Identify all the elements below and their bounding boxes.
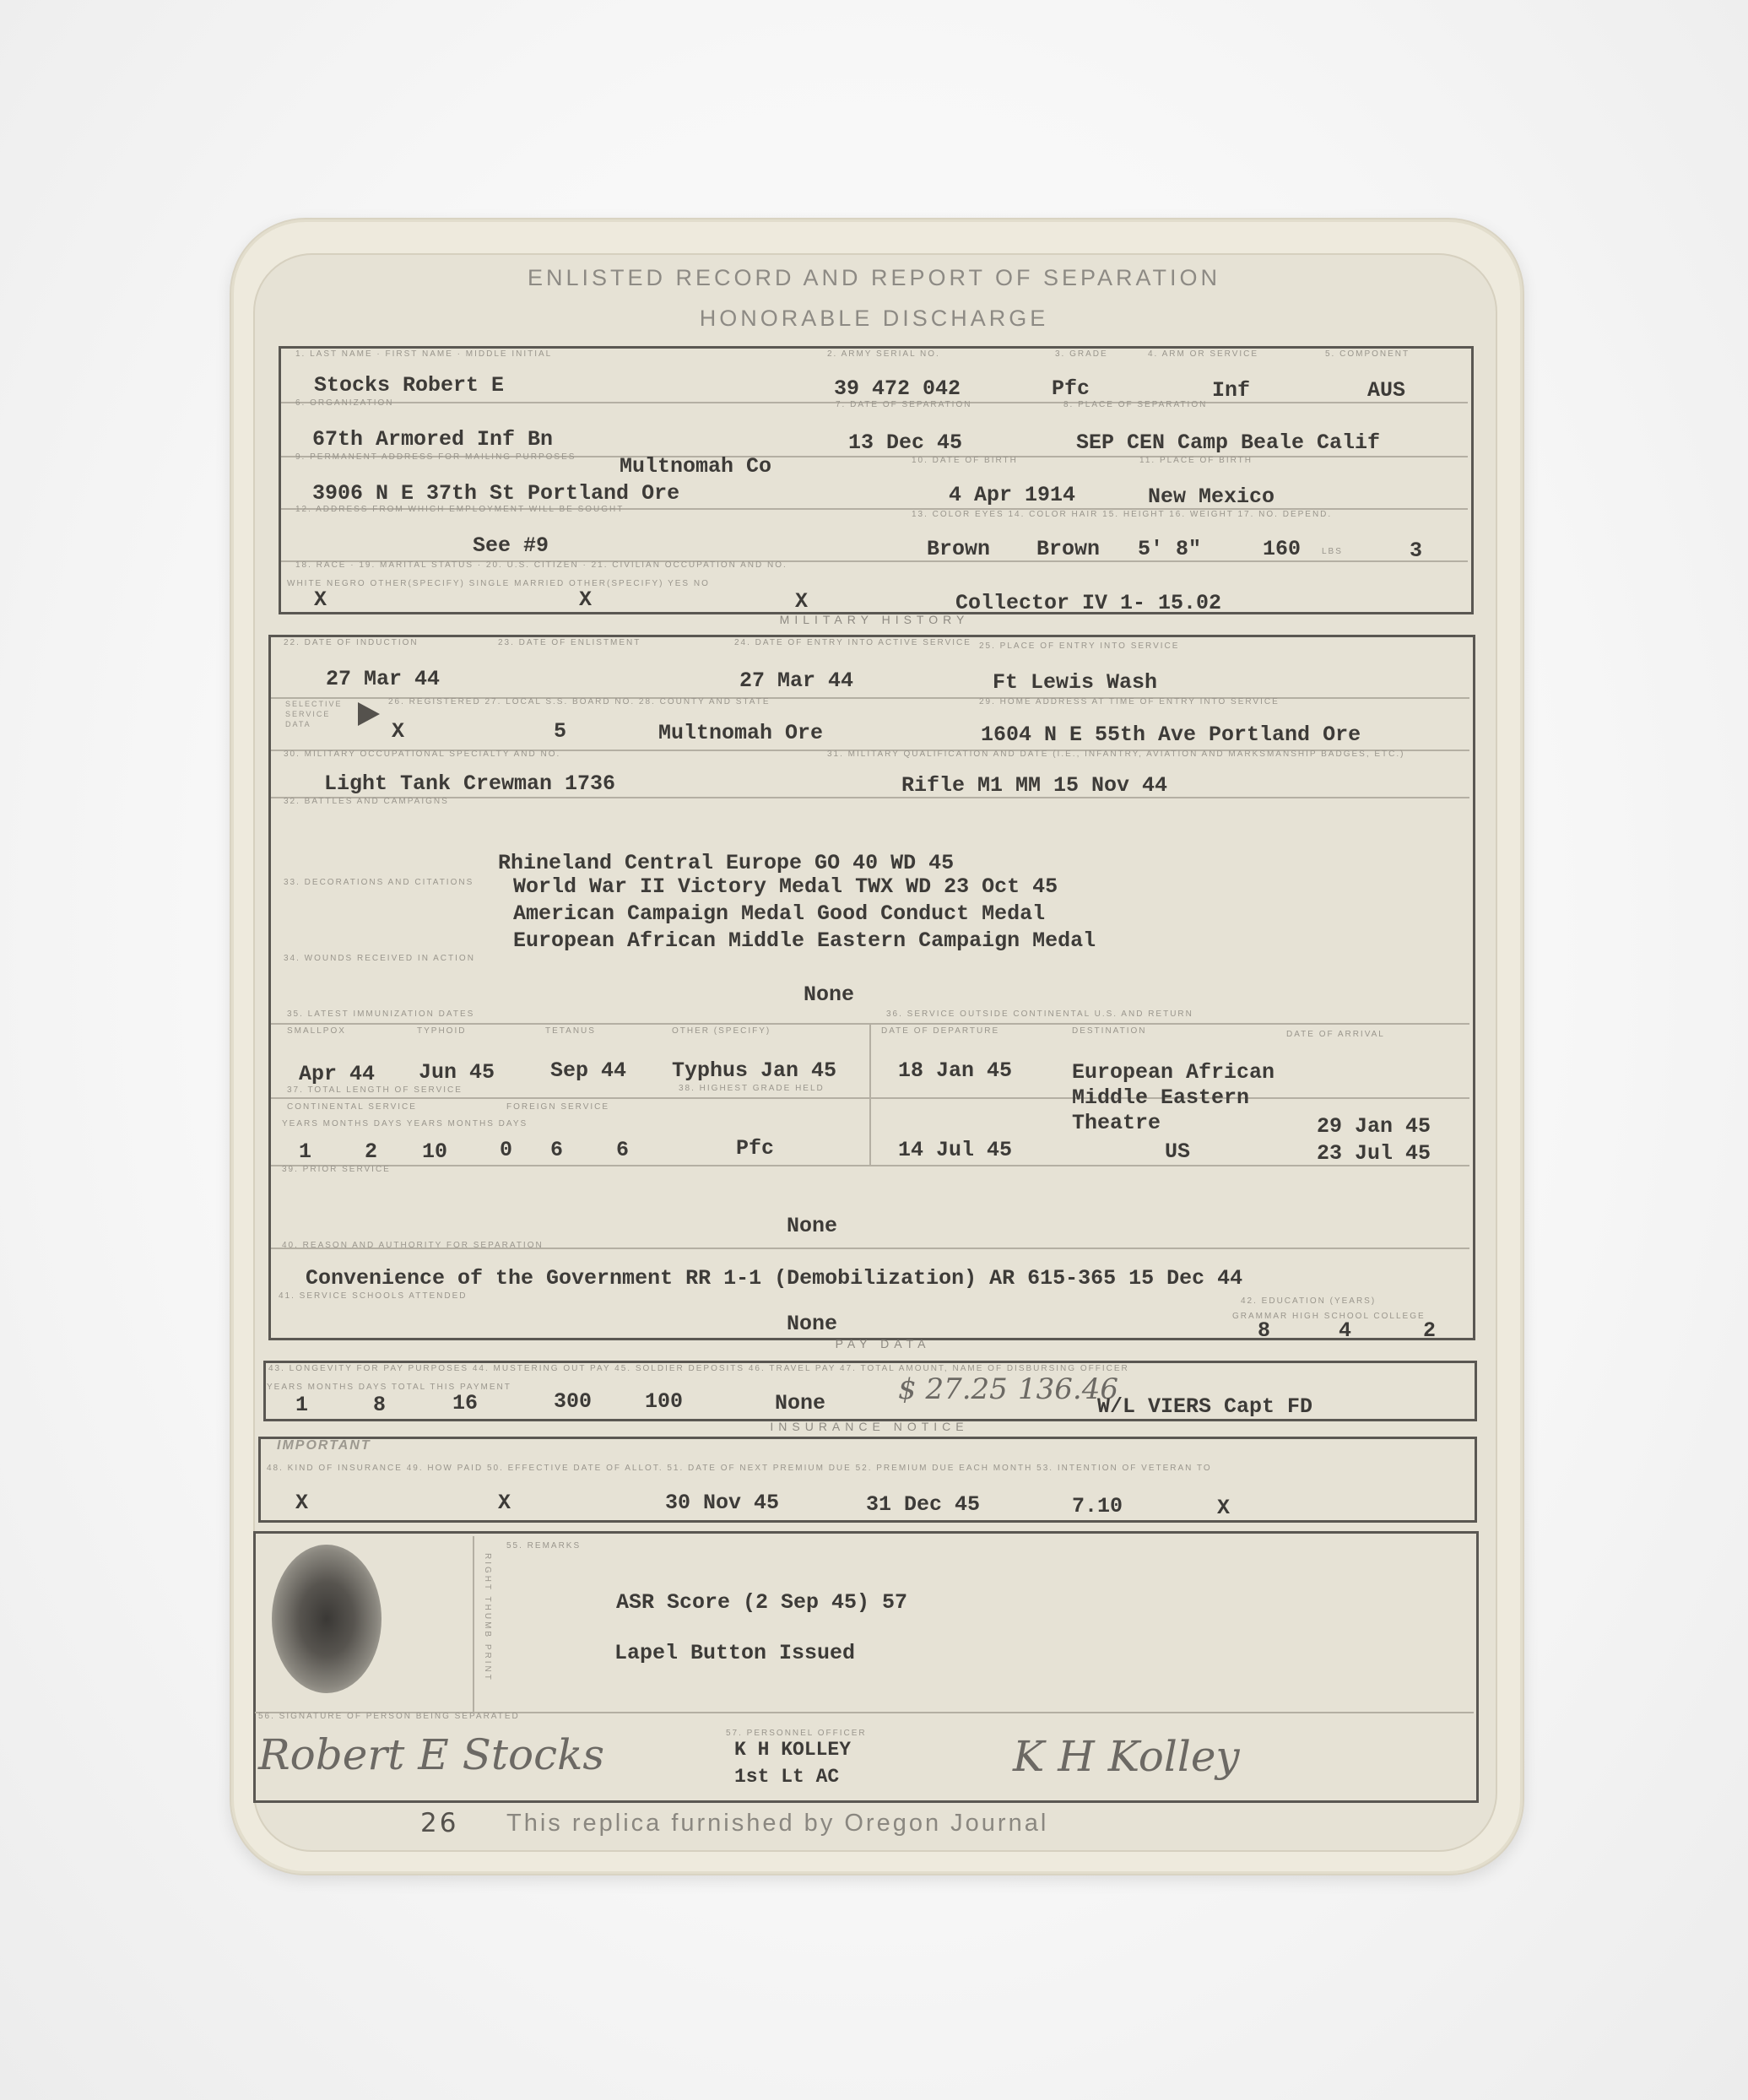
field-label: 37. TOTAL LENGTH OF SERVICE bbox=[287, 1085, 463, 1095]
field-label: OTHER (SPECIFY) bbox=[672, 1026, 771, 1036]
x-citizen: X bbox=[795, 589, 809, 614]
field-label: DATE OF ARRIVAL bbox=[1286, 1030, 1385, 1039]
field-label: 56. SIGNATURE OF PERSON BEING SEPARATED bbox=[258, 1712, 520, 1721]
qualification-value: Rifle M1 MM 15 Nov 44 bbox=[901, 773, 1168, 798]
field-label: 26. REGISTERED 27. LOCAL S.S. BOARD NO. 28. COUNTY AND STATE bbox=[388, 697, 771, 706]
field-label: 2. ARMY SERIAL NO. bbox=[827, 349, 940, 359]
wounds-value: None bbox=[804, 982, 855, 1007]
birth-place-value: New Mexico bbox=[1148, 484, 1275, 509]
employment-address-value: See #9 bbox=[473, 533, 549, 558]
field-label: 7. DATE OF SEPARATION bbox=[836, 400, 972, 409]
induction-date-value: 27 Mar 44 bbox=[326, 667, 441, 691]
field-label: 41. SERVICE SCHOOLS ATTENDED bbox=[279, 1291, 468, 1301]
field-label: 35. LATEST IMMUNIZATION DATES bbox=[287, 1009, 475, 1019]
effective-date-value: 30 Nov 45 bbox=[665, 1491, 780, 1515]
field-label: 43. LONGEVITY FOR PAY PURPOSES 44. MUSTERING OUT PAY 45. SOLDIER DEPOSITS 46. TRAVEL PAY 47. TOTAL AMOUNT, NAME OF DISBURSING OFFICER bbox=[268, 1364, 1129, 1373]
field-label: WHITE NEGRO OTHER(SPECIFY) SINGLE MARRIED OTHER(SPECIFY) YES NO bbox=[287, 579, 710, 588]
thumbprint-image bbox=[272, 1545, 382, 1693]
education-high-value: 4 bbox=[1339, 1318, 1352, 1343]
column-divider bbox=[869, 1023, 871, 1166]
field-label: DESTINATION bbox=[1072, 1026, 1147, 1036]
field-label: 10. DATE OF BIRTH bbox=[912, 456, 1018, 465]
field-label: CONTINENTAL SERVICE bbox=[287, 1102, 417, 1112]
soldier-deposits-value: None bbox=[775, 1391, 826, 1415]
foreign-days-value: 6 bbox=[616, 1138, 630, 1162]
this-payment-value: 100 bbox=[645, 1389, 684, 1414]
local-board-value: 5 bbox=[554, 719, 567, 744]
field-label: 39. PRIOR SERVICE bbox=[282, 1165, 391, 1174]
field-label: 36. SERVICE OUTSIDE CONTINENTAL U.S. AND RETURN bbox=[886, 1009, 1193, 1019]
arrow-right-icon bbox=[358, 702, 380, 726]
decoration-line: World War II Victory Medal TWX WD 23 Oct 45 bbox=[513, 874, 1058, 899]
field-label: 12. ADDRESS FROM WHICH EMPLOYMENT WILL BE SOUGHT bbox=[295, 505, 625, 514]
field-label: 42. EDUCATION (YEARS) bbox=[1241, 1296, 1377, 1306]
hair-value: Brown bbox=[1036, 537, 1101, 561]
asr-score-value: ASR Score (2 Sep 45) 57 bbox=[616, 1590, 908, 1615]
field-label: YEARS MONTHS DAYS YEARS MONTHS DAYS bbox=[282, 1119, 528, 1128]
field-label: 25. PLACE OF ENTRY INTO SERVICE bbox=[979, 641, 1180, 651]
eyes-value: Brown bbox=[927, 537, 991, 561]
other-immunization-value: Typhus Jan 45 bbox=[672, 1058, 837, 1083]
education-grammar-value: 8 bbox=[1258, 1318, 1271, 1343]
separation-reason-value: Convenience of the Government RR 1-1 (Demobilization) AR 615-365 15 Dec 44 bbox=[306, 1266, 1243, 1291]
birth-date-value: 4 Apr 1914 bbox=[949, 483, 1076, 507]
longevity-years-value: 1 bbox=[295, 1393, 309, 1417]
field-label: 3. GRADE bbox=[1055, 349, 1108, 359]
field-label: 48. KIND OF INSURANCE 49. HOW PAID 50. EFFECTIVE DATE OF ALLOT. 51. DATE OF NEXT PREMIUM DUE 52. PREMIUM DUE EACH MONTH 53. INTENTION OF VETERAN TO bbox=[267, 1464, 1212, 1473]
replica-number: 26 bbox=[420, 1808, 459, 1838]
field-label: 31. MILITARY QUALIFICATION AND DATE (I.E., INFANTRY, AVIATION AND MARKSMANSHIP BADGES, ETC.) bbox=[827, 750, 1405, 759]
field-label: GRAMMAR HIGH SCHOOL COLLEGE bbox=[1232, 1312, 1426, 1321]
arrival-2-value: 23 Jul 45 bbox=[1317, 1141, 1431, 1166]
insurance-notice-heading: INSURANCE NOTICE bbox=[770, 1420, 969, 1433]
selective-service-x: X bbox=[392, 719, 405, 744]
field-label: 29. HOME ADDRESS AT TIME OF ENTRY INTO SERVICE bbox=[979, 697, 1280, 706]
field-label: 13. COLOR EYES 14. COLOR HAIR 15. HEIGHT 16. WEIGHT 17. NO. DEPEND. bbox=[912, 510, 1333, 519]
arrival-1-value: 29 Jan 45 bbox=[1317, 1114, 1431, 1139]
address-value: 3906 N E 37th St Portland Ore bbox=[312, 481, 680, 506]
county-state-value: Multnomah Ore bbox=[658, 721, 824, 745]
field-label: 30. MILITARY OCCUPATIONAL SPECIALTY AND NO. bbox=[284, 750, 561, 759]
field-label: 55. REMARKS bbox=[506, 1541, 582, 1551]
field-label: 9. PERMANENT ADDRESS FOR MAILING PURPOSES bbox=[295, 452, 576, 462]
x-white: X bbox=[314, 587, 327, 612]
highest-grade-value: Pfc bbox=[736, 1136, 775, 1161]
field-label: 38. HIGHEST GRADE HELD bbox=[679, 1084, 825, 1093]
document-title: ENLISTED RECORD AND REPORT OF SEPARATION bbox=[527, 265, 1221, 290]
insurance-kind-x: X bbox=[295, 1491, 309, 1515]
field-label: 18. RACE · 19. MARITAL STATUS · 20. U.S. CITIZEN · 21. CIVILIAN OCCUPATION AND NO. bbox=[295, 560, 787, 570]
lapel-button-value: Lapel Button Issued bbox=[614, 1641, 856, 1665]
organization-value: 67th Armored Inf Bn bbox=[312, 427, 554, 452]
education-college-value: 2 bbox=[1423, 1318, 1437, 1343]
specialty-value: Light Tank Crewman 1736 bbox=[324, 771, 616, 796]
component-value: AUS bbox=[1367, 378, 1406, 403]
travel-pay-value: $ 27.25 bbox=[898, 1372, 1008, 1406]
field-label: 24. DATE OF ENTRY INTO ACTIVE SERVICE bbox=[734, 638, 971, 647]
officer-name-value: K H KOLLEY bbox=[734, 1739, 852, 1761]
field-label: FOREIGN SERVICE bbox=[506, 1102, 610, 1112]
arm-value: Inf bbox=[1212, 378, 1251, 403]
field-label: 4. ARM OR SERVICE bbox=[1148, 349, 1259, 359]
important-label: IMPORTANT bbox=[277, 1438, 371, 1453]
total-amount-value: 136.46 bbox=[1018, 1372, 1118, 1406]
field-label: SMALLPOX bbox=[287, 1026, 346, 1036]
service-years-value: 1 bbox=[299, 1139, 312, 1164]
longevity-months-value: 8 bbox=[373, 1393, 387, 1417]
field-label: 5. COMPONENT bbox=[1325, 349, 1410, 359]
field-label: 34. WOUNDS RECEIVED IN ACTION bbox=[284, 954, 475, 963]
entry-place-value: Ft Lewis Wash bbox=[993, 670, 1158, 695]
battles-value: Rhineland Central Europe GO 40 WD 45 bbox=[498, 851, 955, 875]
destination-1-line: European African bbox=[1072, 1060, 1275, 1085]
thumbprint-label: RIGHT THUMB PRINT bbox=[483, 1553, 492, 1682]
pay-data-heading: PAY DATA bbox=[835, 1337, 931, 1350]
occupation-value: Collector IV 1- 15.02 bbox=[955, 591, 1222, 615]
longevity-days-value: 16 bbox=[452, 1391, 479, 1415]
entry-date-value: 27 Mar 44 bbox=[739, 668, 854, 693]
officer-signature: K H Kolley bbox=[1013, 1732, 1240, 1781]
replica-note: This replica furnished by Oregon Journal bbox=[506, 1810, 1049, 1837]
decoration-line: European African Middle Eastern Campaign Medal bbox=[513, 928, 1096, 953]
x-single: X bbox=[579, 587, 593, 612]
county-value: Multnomah Co bbox=[620, 454, 772, 479]
field-label: 33. DECORATIONS AND CITATIONS bbox=[284, 878, 474, 887]
field-label: YEARS MONTHS DAYS TOTAL THIS PAYMENT bbox=[267, 1383, 511, 1392]
continue-x: X bbox=[1217, 1496, 1231, 1520]
mustering-total-value: 300 bbox=[554, 1389, 593, 1414]
height-value: 5' 8" bbox=[1138, 537, 1202, 561]
how-paid-x: X bbox=[498, 1491, 511, 1515]
separation-place-value: SEP CEN Camp Beale Calif bbox=[1076, 430, 1381, 455]
field-label: TETANUS bbox=[545, 1026, 596, 1036]
home-address-value: 1604 N E 55th Ave Portland Ore bbox=[981, 723, 1361, 747]
typhoid-value: Jun 45 bbox=[419, 1060, 495, 1085]
field-label: 6. ORGANIZATION bbox=[295, 398, 394, 408]
name-value: Stocks Robert E bbox=[314, 373, 505, 398]
decoration-line: American Campaign Medal Good Conduct Medal bbox=[513, 901, 1046, 926]
field-label: 23. DATE OF ENLISTMENT bbox=[498, 638, 641, 647]
dependents-value: 3 bbox=[1410, 539, 1423, 563]
column-divider bbox=[473, 1536, 474, 1713]
row-divider bbox=[271, 797, 1469, 798]
service-schools-value: None bbox=[787, 1312, 838, 1336]
service-days-value: 10 bbox=[422, 1139, 448, 1164]
premium-due-value: 7.10 bbox=[1072, 1494, 1123, 1518]
foreign-years-value: 0 bbox=[500, 1138, 513, 1162]
lbs-label: LBS bbox=[1322, 547, 1343, 556]
field-label: 1. LAST NAME · FIRST NAME · MIDDLE INITIAL bbox=[295, 349, 553, 359]
departure-1-value: 18 Jan 45 bbox=[898, 1058, 1013, 1083]
prior-service-value: None bbox=[787, 1214, 838, 1238]
destination-1-line: Theatre bbox=[1072, 1111, 1161, 1135]
grade-value: Pfc bbox=[1052, 376, 1090, 401]
field-label: 40. REASON AND AUTHORITY FOR SEPARATION bbox=[282, 1241, 544, 1250]
soldier-signature: Robert E Stocks bbox=[258, 1730, 605, 1779]
field-label: 8. PLACE OF SEPARATION bbox=[1063, 400, 1208, 409]
destination-1-line: Middle Eastern bbox=[1072, 1085, 1250, 1110]
separation-date-value: 13 Dec 45 bbox=[848, 430, 963, 455]
serial-no-value: 39 472 042 bbox=[834, 376, 961, 401]
field-label: TYPHOID bbox=[417, 1026, 467, 1036]
document-subtitle: HONORABLE DISCHARGE bbox=[699, 306, 1049, 331]
military-history-heading: MILITARY HISTORY bbox=[779, 613, 970, 626]
officer-rank-value: 1st Lt AC bbox=[734, 1766, 840, 1788]
destination-2-value: US bbox=[1165, 1139, 1191, 1164]
field-label: 22. DATE OF INDUCTION bbox=[284, 638, 419, 647]
next-premium-value: 31 Dec 45 bbox=[866, 1492, 981, 1517]
weight-value: 160 bbox=[1263, 537, 1302, 561]
tetanus-value: Sep 44 bbox=[550, 1058, 627, 1083]
departure-2-value: 14 Jul 45 bbox=[898, 1138, 1013, 1162]
field-label: DATE OF DEPARTURE bbox=[881, 1026, 1000, 1036]
field-label: 57. PERSONNEL OFFICER bbox=[726, 1729, 867, 1738]
service-months-value: 2 bbox=[365, 1139, 378, 1164]
field-label: 32. BATTLES AND CAMPAIGNS bbox=[284, 797, 449, 806]
field-label: 11. PLACE OF BIRTH bbox=[1139, 456, 1253, 465]
smallpox-value: Apr 44 bbox=[299, 1062, 376, 1086]
disbursing-officer-value: W/L VIERS Capt FD bbox=[1097, 1394, 1313, 1419]
selective-service-label: SELECTIVE SERVICE DATA bbox=[285, 700, 343, 728]
foreign-months-value: 6 bbox=[550, 1138, 564, 1162]
